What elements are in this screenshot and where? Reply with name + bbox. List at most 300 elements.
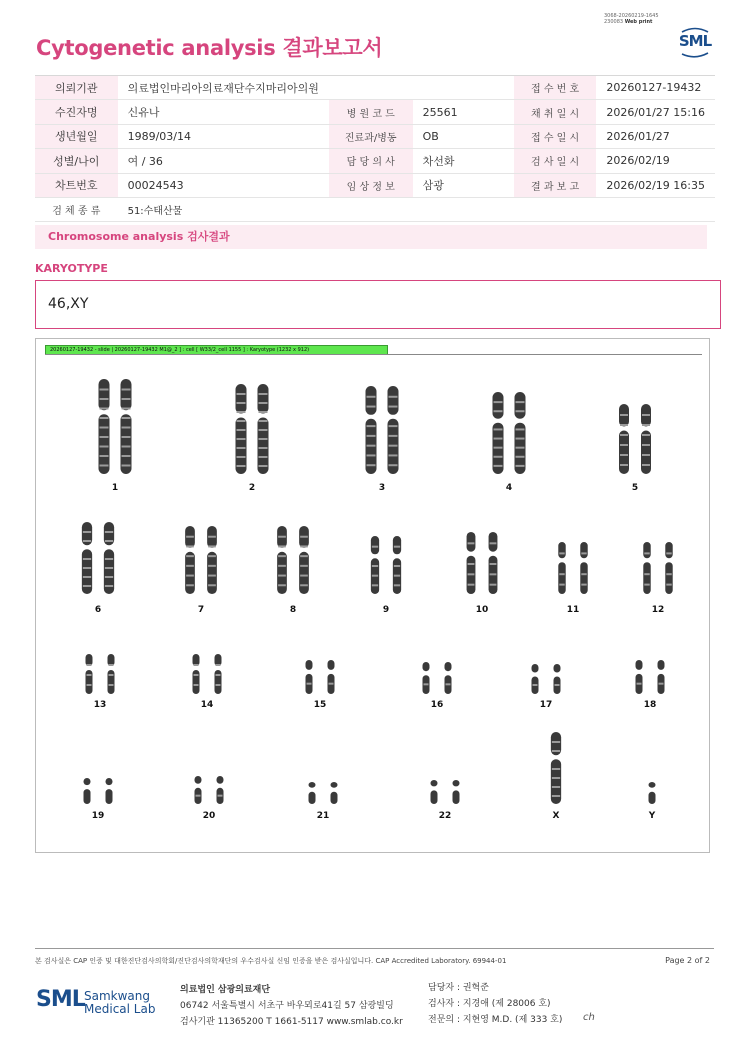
chromosome-band (307, 683, 312, 685)
chromosome-pair-17 (532, 664, 561, 694)
chromosome-arm (193, 670, 200, 694)
chromosome-band (516, 428, 525, 430)
chromosome-band (494, 428, 503, 430)
chromosome-arm (195, 776, 202, 784)
chromosome-band (666, 552, 671, 554)
chromosome-band (186, 584, 194, 586)
info-value: 20260127-19432 (596, 76, 715, 100)
info-value: 신유나 (118, 100, 329, 124)
chromosome-band (259, 402, 268, 404)
chromosome-arm (121, 379, 132, 410)
chromosome-band (581, 552, 586, 554)
chromosome-band (122, 398, 131, 400)
chromosome-label: 8 (289, 605, 297, 615)
chromosome-band (620, 414, 628, 416)
chromosome-band (490, 573, 497, 575)
chromosome-pair-y (649, 782, 656, 804)
chromosome-band (644, 584, 649, 586)
chromosome-label: 15 (313, 700, 327, 710)
chromosome-arm (328, 660, 335, 670)
chromosome-label: 11 (566, 605, 580, 615)
chromosome-band (559, 573, 564, 575)
info-value: 삼광 (413, 173, 514, 197)
chromosome-band (516, 447, 525, 449)
chromosome-band (644, 552, 649, 554)
chromosome-band (394, 575, 400, 577)
chromosome-pair-4 (493, 392, 526, 474)
chromosome-band (100, 417, 109, 419)
chromosome-band (122, 455, 131, 457)
chromosome-arm (236, 384, 247, 414)
chromosome-arm (467, 532, 476, 552)
chromosome-band (490, 563, 497, 565)
chromosome-label: 22 (438, 811, 452, 821)
footer-divider (35, 948, 714, 949)
chromosome-band (552, 795, 560, 797)
chromosome-arm (532, 664, 539, 673)
chromosome-pair-6 (82, 522, 114, 594)
info-value: 2026/01/27 15:16 (596, 100, 715, 124)
chromosome-band (237, 420, 246, 422)
chromosome-arm (388, 386, 399, 415)
chromosome-band (300, 536, 308, 538)
chromosome-band (105, 540, 113, 542)
chromosome-band (555, 684, 560, 686)
info-value: 25561 (413, 100, 514, 124)
chromosome-band (424, 683, 429, 685)
chromosome-band (516, 456, 525, 458)
chromosome-arm (309, 792, 316, 804)
info-value: 2026/02/19 16:35 (596, 173, 715, 197)
info-value: 2026/01/27 (596, 124, 715, 148)
page-number: Page 2 of 2 (665, 956, 710, 965)
info-value: 차선화 (413, 149, 514, 173)
chromosome-band (237, 456, 246, 458)
chromosome-band (620, 434, 628, 436)
chromosome-label: 19 (91, 811, 105, 821)
chromosome-band (237, 411, 246, 413)
chromosome-band (494, 410, 503, 412)
chromosome-band (194, 664, 199, 666)
chromosome-band (83, 540, 91, 542)
chromosome-arm (99, 379, 110, 410)
chromosome-pair-15 (306, 660, 335, 694)
chromosome-band (122, 408, 131, 410)
chromosome-label: 14 (200, 700, 214, 710)
chromosome-pair-11 (558, 542, 587, 594)
chromosome-band (552, 777, 560, 779)
signature: ch (583, 1012, 595, 1023)
chromosome-pair-x (551, 732, 561, 804)
chromosome-band (389, 425, 398, 427)
chromosome-band (100, 436, 109, 438)
chromosome-band (208, 565, 216, 567)
chromosome-band (105, 531, 113, 533)
chromosome-arm (580, 542, 587, 558)
chromosome-band (208, 555, 216, 557)
chromosome-pair-22 (431, 780, 460, 804)
chromosome-band (122, 417, 131, 419)
chromosome-band (87, 674, 92, 676)
specimen-value: 51:수태산물 (118, 197, 715, 221)
info-label: 담 당 의 사 (329, 149, 413, 173)
chromosome-label: 2 (248, 483, 256, 493)
chromosome-band (468, 573, 475, 575)
chromosome-arm (366, 386, 377, 415)
chromosome-label: 21 (316, 811, 330, 821)
chromosome-pair-7 (185, 526, 217, 594)
patient-info-table (35, 75, 715, 222)
chromosome-arm (649, 792, 656, 804)
chromosome-band (367, 406, 376, 408)
chromosome-label: 6 (94, 605, 102, 615)
chromosome-band (87, 684, 92, 686)
chromosome-band (559, 584, 564, 586)
chromosome-band (259, 438, 268, 440)
chromosome-band (259, 411, 268, 413)
chromosome-arm (558, 542, 565, 558)
chromosome-band (389, 396, 398, 398)
chromosome-arm (84, 778, 91, 785)
chromosome-band (581, 584, 586, 586)
chromosome-band (300, 545, 308, 547)
chromosome-label: 12 (651, 605, 665, 615)
chromosome-band (516, 410, 525, 412)
chromosome-band (208, 536, 216, 538)
chromosome-band (620, 424, 628, 426)
chromosome-band (100, 455, 109, 457)
chromosome-arm (84, 789, 91, 804)
info-label: 임 상 정 보 (329, 173, 413, 197)
chromosome-band (552, 786, 560, 788)
info-value: 2026/02/19 (596, 149, 715, 173)
chromosome-arm (185, 552, 195, 594)
chromosome-band (105, 567, 113, 569)
chromosome-band (100, 389, 109, 391)
footer-logo-sml: SML (36, 987, 85, 1012)
chromosome-pair-9 (371, 536, 401, 594)
staff-tester: 검사자 : 지경애 (제 28006 호) (428, 999, 551, 1009)
info-label: 결 과 보 고 (514, 173, 597, 197)
chromosome-band (581, 573, 586, 575)
chromosome-band (394, 584, 400, 586)
info-value: 00024543 (118, 173, 329, 197)
chromosome-arm (423, 662, 430, 671)
chromosome-arm (643, 562, 650, 594)
chromosome-arm (299, 552, 309, 594)
chromosome-arm (106, 789, 113, 804)
chromosome-arm (658, 660, 665, 670)
chromosome-pair-20 (195, 776, 224, 804)
chromosome-arm (649, 782, 656, 788)
chromosome-arm (453, 780, 460, 786)
chromosome-arm (331, 782, 338, 788)
info-label: 수진자명 (35, 100, 118, 124)
chromosome-arm (643, 542, 650, 558)
section-title: Chromosome analysis 검사결과 (35, 225, 707, 249)
chromosome-arm (665, 562, 672, 594)
chromosome-band (468, 563, 475, 565)
chromosome-band (105, 558, 113, 560)
chromosome-band (644, 573, 649, 575)
chromosome-band (100, 446, 109, 448)
chromosome-label: 5 (631, 483, 639, 493)
chromosome-band (259, 447, 268, 449)
image-caption: 20260127-19432 - slide | 20260127-19432 M1@_2 ] : cell [ W33/2_cell 1155 ] : Karyotype (1232 x 912) (45, 345, 388, 355)
info-value: 1989/03/14 (118, 124, 329, 148)
info-label: 검 사 일 시 (514, 149, 597, 173)
chromosome-band (278, 545, 286, 547)
info-label: 채 취 일 시 (514, 100, 597, 124)
lab-address-block (180, 982, 403, 1030)
chromosome-band (259, 393, 268, 395)
chromosome-band (620, 444, 628, 446)
chromosome-band (468, 584, 475, 586)
chromosome-arm (371, 536, 379, 554)
chromosome-band (122, 446, 131, 448)
chromosome-band (533, 684, 538, 686)
chromosome-band (367, 445, 376, 447)
chromosome-band (122, 436, 131, 438)
chromosome-pair-12 (643, 542, 672, 594)
chromosome-arm (558, 562, 565, 594)
chromosome-band (516, 438, 525, 440)
chromosome-band (389, 406, 398, 408)
chromosome-band (494, 465, 503, 467)
chromosome-label: 20 (202, 811, 216, 821)
chromosome-band (186, 555, 194, 557)
chromosome-band (642, 424, 650, 426)
chromosome-arm (493, 392, 504, 419)
chromosome-band (83, 531, 91, 533)
chromosome-band (278, 575, 286, 577)
print-id-line1: 3068-20260219-1645 (604, 13, 659, 19)
chromosome-band (237, 465, 246, 467)
chromosome-band (552, 741, 560, 743)
chromosome-band (372, 584, 378, 586)
chromosome-arm (106, 778, 113, 785)
chromosome-band (105, 585, 113, 587)
chromosome-band (208, 584, 216, 586)
info-label: 접 수 번 호 (514, 76, 597, 100)
chromosome-band (642, 434, 650, 436)
chromosome-band (559, 552, 564, 554)
chromosome-band (300, 575, 308, 577)
chromosome-label: 10 (475, 605, 489, 615)
chromosome-band (367, 435, 376, 437)
info-label: 진료과/병동 (329, 124, 413, 148)
chromosome-arm (306, 660, 313, 670)
print-id (604, 13, 684, 25)
chromosome-band (194, 684, 199, 686)
chromosome-band (237, 393, 246, 395)
karyotype-label: KARYOTYPE (35, 262, 108, 275)
chromosome-band (100, 427, 109, 429)
chromosome-band (259, 456, 268, 458)
lab-org-name: 의료법인 삼광의료재단 (180, 985, 271, 995)
chromosome-arm (445, 662, 452, 671)
specimen-label: 검 체 종 류 (35, 197, 118, 221)
chromosome-band (100, 398, 109, 400)
chromosome-band (196, 795, 201, 797)
chromosome-band (642, 464, 650, 466)
chromosome-band (494, 456, 503, 458)
chromosome-band (105, 576, 113, 578)
chromosome-band (237, 429, 246, 431)
chromosome-band (552, 750, 560, 752)
lab-address: 06742 서울특별시 서초구 바우뫼로41길 57 삼광빌딩 (180, 1001, 394, 1011)
chromosome-band (237, 447, 246, 449)
chromosome-band (490, 542, 497, 544)
chromosome-arm (554, 664, 561, 673)
chromosome-label: 13 (93, 700, 107, 710)
chromosome-band (666, 573, 671, 575)
chromosome-arm (489, 532, 498, 552)
staff-block (428, 980, 562, 1028)
chromosome-band (367, 425, 376, 427)
footer-logo-line1: Samkwang (84, 989, 150, 1003)
info-label: 병 원 코 드 (329, 100, 413, 124)
chromosome-band (278, 555, 286, 557)
chromosome-band (389, 454, 398, 456)
chromosome-band (208, 575, 216, 577)
chromosome-arm (665, 542, 672, 558)
chromosome-band (389, 445, 398, 447)
chromosome-arm (108, 670, 115, 694)
chromosome-pair-1 (99, 379, 132, 474)
chromosome-arm (431, 780, 438, 786)
chromosome-band (216, 664, 221, 666)
info-value: 의료법인마리아의료재단수지마리아의원 (118, 76, 329, 100)
chromosome-band (367, 454, 376, 456)
chromosome-pair-21 (309, 782, 338, 804)
chromosome-band (494, 401, 503, 403)
chromosome-pair-10 (467, 532, 498, 594)
staff-specialist: 전문의 : 지현영 M.D. (제 333 호) (428, 1015, 563, 1025)
info-label (329, 76, 413, 100)
chromosome-band (552, 768, 560, 770)
chromosome-band (259, 465, 268, 467)
chromosome-arm (393, 536, 401, 554)
chromosome-band (620, 454, 628, 456)
karyotype-image (35, 338, 710, 853)
chromosome-arm (619, 431, 629, 475)
chromosome-band (278, 584, 286, 586)
chromosome-label: 3 (378, 483, 386, 493)
chromosome-arm (331, 792, 338, 804)
chromosome-arm (431, 790, 438, 804)
chromosome-arm (277, 552, 287, 594)
chromosome-band (186, 545, 194, 547)
chromosome-band (83, 585, 91, 587)
chromosome-band (216, 674, 221, 676)
chromosome-arm (215, 670, 222, 694)
chromosome-band (300, 584, 308, 586)
chromosome-arm (641, 431, 651, 475)
info-value: 여 / 36 (118, 149, 329, 173)
chromosome-band (642, 414, 650, 416)
chromosome-arm (217, 776, 224, 784)
chromosome-arm (580, 562, 587, 594)
print-id-line2: 230083 (604, 19, 624, 25)
chromosome-arm (207, 552, 217, 594)
chromosome-arm (636, 660, 643, 670)
chromosome-band (218, 795, 223, 797)
chromosome-band (186, 565, 194, 567)
chromosome-band (237, 438, 246, 440)
chromosome-band (372, 565, 378, 567)
chromosome-label: 17 (539, 700, 553, 710)
sml-logo-text: SML (678, 32, 712, 50)
chromosome-band (300, 565, 308, 567)
chromosome-label: 4 (505, 483, 513, 493)
chromosome-band (516, 401, 525, 403)
chromosome-figure (36, 339, 709, 852)
lab-contact: 검사기관 11365200 T 1661-5117 www.smlab.co.kr (180, 1017, 403, 1027)
chromosome-band (494, 447, 503, 449)
chromosome-arm (82, 549, 92, 594)
info-label: 접 수 일 시 (514, 124, 597, 148)
chromosome-band (642, 444, 650, 446)
chromosome-band (659, 683, 664, 685)
chromosome-pair-16 (423, 662, 452, 694)
chromosome-band (237, 402, 246, 404)
footer-logo-line2: Medical Lab (84, 1002, 156, 1016)
chromosome-band (394, 565, 400, 567)
chromosome-band (637, 683, 642, 685)
chromosome-label: 1 (111, 483, 119, 493)
chromosome-band (494, 438, 503, 440)
chromosome-band (216, 684, 221, 686)
chromosome-band (367, 396, 376, 398)
chromosome-band (122, 389, 131, 391)
accreditation-note: 본 검사실은 CAP 인증 및 대한진단검사의학회/진단검사의학재단의 우수검사실 신임 인증을 받은 검사실입니다. CAP Accredited Laboratory. 69944-01 (35, 957, 507, 965)
chromosome-arm (104, 549, 114, 594)
karyotype-result: 46,XY (35, 280, 721, 329)
chromosome-label: 7 (197, 605, 205, 615)
chromosome-band (666, 584, 671, 586)
chromosome-band (389, 435, 398, 437)
chromosome-band (83, 567, 91, 569)
chromosome-pair-2 (236, 384, 269, 474)
chromosome-band (642, 454, 650, 456)
chromosome-label: Y (648, 811, 656, 821)
staff-manager: 담당자 : 권혁준 (428, 983, 489, 993)
chromosome-band (194, 674, 199, 676)
chromosome-label: 9 (382, 605, 390, 615)
web-print-label: Web print (624, 19, 653, 25)
chromosome-band (367, 464, 376, 466)
chromosome-band (259, 429, 268, 431)
chromosome-band (186, 575, 194, 577)
chromosome-label: 16 (430, 700, 444, 710)
info-label: 의뢰기관 (35, 76, 118, 100)
chromosome-band (300, 555, 308, 557)
chromosome-band (87, 664, 92, 666)
info-value: OB (413, 124, 514, 148)
chromosome-band (208, 545, 216, 547)
chromosome-arm (551, 759, 561, 804)
chromosome-arm (86, 670, 93, 694)
info-label: 생년월일 (35, 124, 118, 148)
chromosome-band (83, 558, 91, 560)
chromosome-band (372, 575, 378, 577)
chromosome-band (109, 684, 114, 686)
chromosome-band (278, 565, 286, 567)
report-title: Cytogenetic analysis 결과보고서 (36, 36, 383, 60)
info-value (413, 76, 514, 100)
logo-swoosh-icon (676, 27, 714, 63)
